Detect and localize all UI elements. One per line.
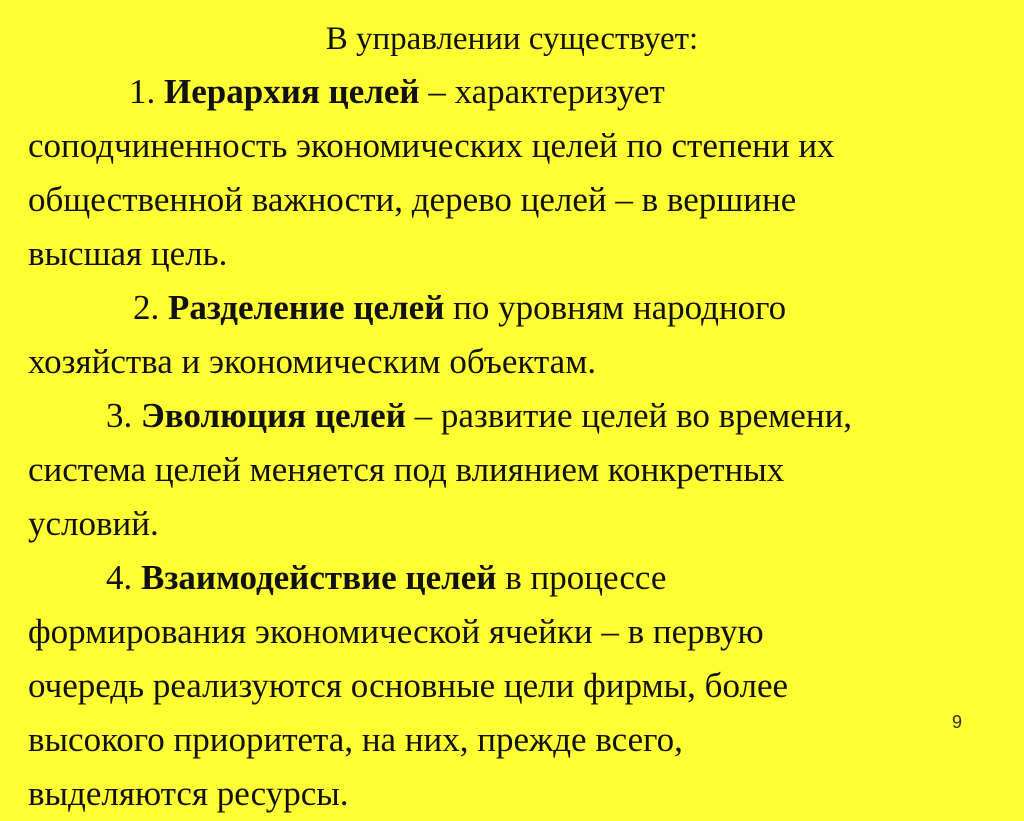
item-3-line-2: система целей меняется под влиянием конкретных [28,450,785,489]
item-3-number: 3. [106,396,133,435]
item-4-line-4: высокого приоритета, на них, прежде всего, [28,720,683,759]
item-1-line-3: общественной важности, дерево целей – в вершине [28,180,797,219]
item-1-line-2: соподчиненность экономических целей по степени их [28,126,835,165]
item-4-number: 4. [106,558,133,597]
slide-heading: В управлении существует: [325,21,699,57]
item-3-term: Эволюция целей [141,396,406,435]
item-4-line-2: формирования экономической ячейки – в первую [28,612,764,651]
item-2-term: Разделение целей [168,288,445,327]
item-4-first-line [28,551,1003,605]
item-2-first-line [28,281,1003,335]
item-3-line-1: – развитие целей во времени, [405,396,853,435]
item-1-first-line [28,65,1003,119]
item-2-line-1: по уровням народного [444,288,787,327]
item-1-line-4: высшая цель. [28,234,228,273]
item-4-term: Взаимодействие целей [141,558,497,597]
item-1-line-1: – характеризует [419,72,665,111]
item-3-first-line [28,389,1003,443]
item-4-line-3: очередь реализуются основные цели фирмы, более [28,666,789,705]
slide-content [28,65,1003,821]
item-1-term: Иерархия целей [164,72,420,111]
item-2-number: 2. [133,288,160,327]
page-number: 9 [951,712,962,732]
item-1-number: 1. [129,72,156,111]
item-3-line-3: условий. [28,504,159,543]
item-2-line-2: хозяйства и экономическим объектам. [28,342,597,381]
item-4-line-1: в процессе [496,558,667,597]
item-4-line-5: выделяются ресурсы. [28,774,349,813]
